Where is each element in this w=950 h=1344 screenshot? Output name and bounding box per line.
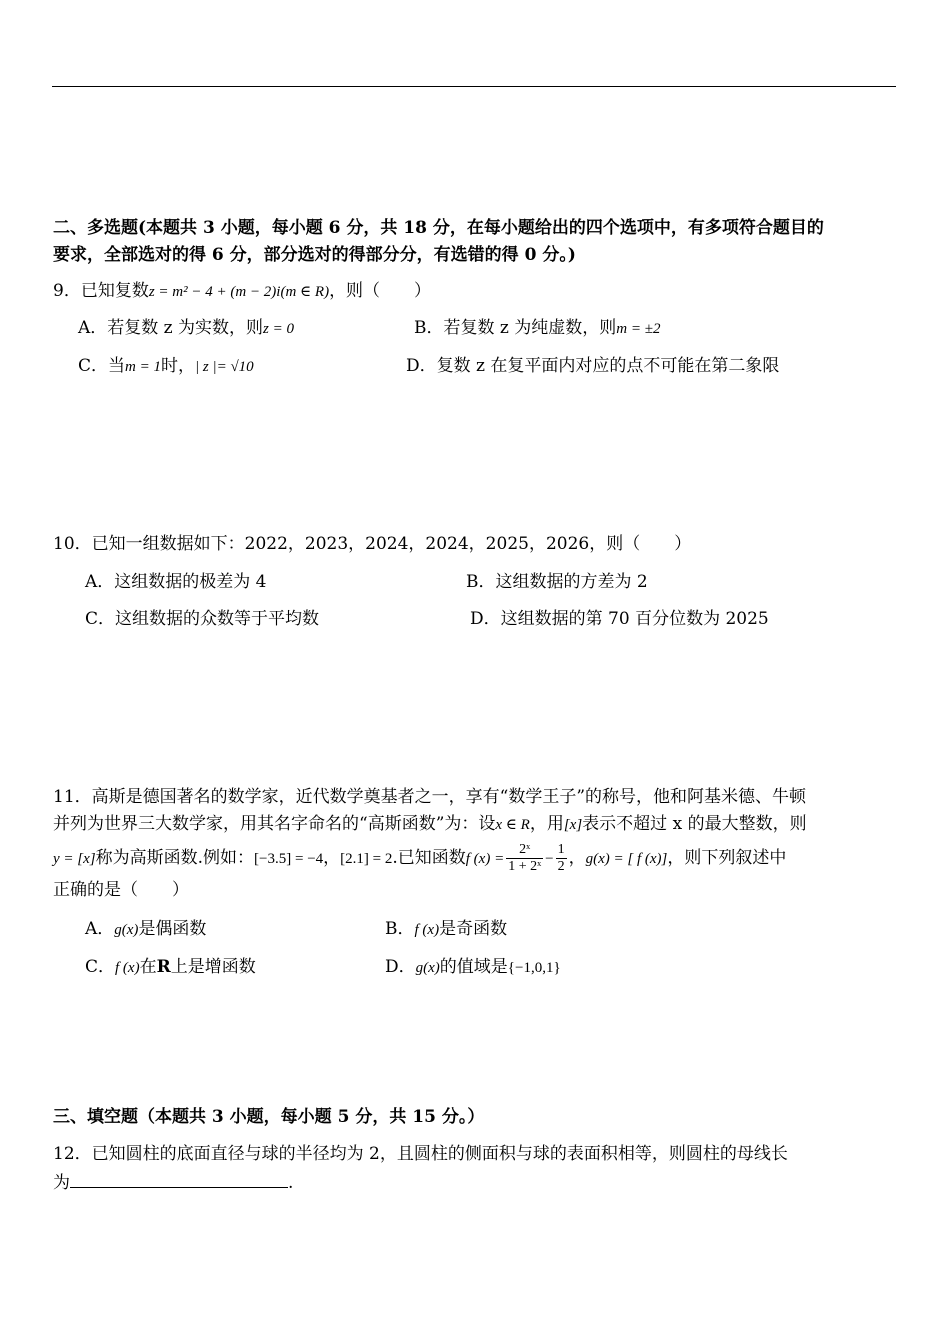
q11-a-formula: g(x) bbox=[114, 922, 139, 938]
section2-header-line1 bbox=[53, 216, 824, 240]
section2-title: 二、多选题 bbox=[53, 218, 138, 238]
q9-d-label: D．复数 bbox=[406, 356, 471, 376]
q11-line2-c: 表示不超过 x 的最大整数，则 bbox=[582, 814, 807, 834]
q11-line3-d: ， bbox=[568, 848, 586, 868]
section3-title: 三、填空题（本题共 3 小题，每小题 5 分，共 15 分。） bbox=[53, 1107, 485, 1127]
q12-line1: 12．已知圆柱的底面直径与球的半径均为 2，且圆柱的侧面积与球的表面积相等，则圆柱的母线长 bbox=[53, 1144, 788, 1164]
q11-fraction-2 bbox=[556, 842, 567, 875]
q9-a-label: A．若复数 bbox=[78, 318, 159, 338]
q11-c-r: R bbox=[156, 957, 171, 977]
q11-b-label: B． bbox=[385, 919, 415, 939]
q11-line1: 11．高斯是德国著名的数学家，近代数学奠基者之一，享有“数学王子”的称号，他和阿基米德、牛顿 bbox=[53, 787, 807, 807]
q11-d-set: {−1,0,1} bbox=[507, 960, 561, 976]
q9-c-formula2: | z |= √10 bbox=[194, 359, 254, 375]
q11-d-label: D． bbox=[385, 957, 416, 977]
q11-line3-formula2: [−3.5] = −4 bbox=[254, 851, 324, 867]
q9-tail: ，则（ ） bbox=[329, 281, 432, 301]
q9-b-formula: m = ±2 bbox=[616, 321, 661, 337]
q11-frac2-den: 2 bbox=[557, 859, 565, 874]
q9-d-text: z 在复平面内对应的点不可能在第二象限 bbox=[470, 356, 780, 376]
q11-c-text2: 上是增函数 bbox=[170, 957, 256, 977]
q9-c-text: 时， bbox=[160, 356, 195, 376]
q11-line3-formula5: g(x) = [ f (x)] bbox=[585, 851, 668, 867]
q9-option-b[interactable] bbox=[414, 316, 660, 341]
q11-line2-b: ，用 bbox=[529, 814, 564, 834]
q11-b-text: 是奇函数 bbox=[439, 919, 508, 939]
q11-line3-a: 称为高斯函数.例如： bbox=[95, 848, 255, 868]
q11-fraction-1 bbox=[506, 842, 543, 875]
q9-a-text: z 为实数，则 bbox=[158, 318, 264, 338]
q9-b-text: z 为纯虚数，则 bbox=[494, 318, 617, 338]
q11-line2-a: 并列为世界三大数学家，用其名字命名的“高斯函数”为：设 bbox=[53, 814, 496, 834]
q11-a-label: A． bbox=[85, 919, 115, 939]
q11-line3-formula1: y = [x] bbox=[53, 851, 96, 867]
q11-a-text: 是偶函数 bbox=[138, 919, 207, 939]
section2-desc-line2: 要求，全部选对的得 6 分，部分选对的得部分分，有选错的得 0 分。) bbox=[53, 245, 576, 265]
q11-d-text: 的值域是 bbox=[439, 957, 508, 977]
q9-b-label: B．若复数 bbox=[414, 318, 495, 338]
q11-option-c[interactable] bbox=[85, 955, 256, 980]
q12-end: . bbox=[288, 1173, 294, 1193]
q10-option-b[interactable]: B．这组数据的方差为 2 bbox=[466, 572, 648, 592]
q9-formula: z = m² − 4 + (m − 2)i(m ∈ R) bbox=[148, 284, 330, 300]
q10-option-a[interactable]: A．这组数据的极差为 4 bbox=[85, 572, 267, 592]
q11-line3-formula3: [2.1] = 2 bbox=[340, 851, 393, 867]
q9-stem bbox=[53, 279, 431, 304]
section2-desc-line1: (本题共 3 小题，每小题 6 分，共 18 分，在每小题给出的四个选项中，有多项符合题目的 bbox=[138, 218, 824, 238]
q11-c-label: C． bbox=[85, 957, 116, 977]
q9-c-label: C．当 bbox=[78, 356, 126, 376]
q11-frac1-den: 1 + 2ˣ bbox=[508, 859, 542, 874]
q11-line3 bbox=[53, 838, 786, 879]
q11-minus: − bbox=[545, 851, 554, 867]
q11-frac2-num: 1 bbox=[557, 842, 565, 857]
q12-line2-text: 为 bbox=[53, 1173, 70, 1193]
q12-line2 bbox=[53, 1169, 293, 1195]
q9-option-a[interactable] bbox=[78, 316, 294, 341]
q9-num: 9．已知复数 bbox=[53, 281, 149, 301]
q9-a-formula: z = 0 bbox=[263, 321, 295, 337]
q9-option-c[interactable] bbox=[78, 354, 254, 379]
q9-option-d[interactable] bbox=[406, 354, 779, 378]
q11-c-text1: 在 bbox=[139, 957, 157, 977]
q10-option-c[interactable]: C．这组数据的众数等于平均数 bbox=[85, 609, 320, 629]
q11-c-formula: f (x) bbox=[115, 960, 140, 976]
q10-option-d[interactable]: D．这组数据的第 70 百分位数为 2025 bbox=[470, 609, 769, 629]
q11-option-a[interactable] bbox=[85, 917, 206, 942]
q11-line2-formula1: x ∈ R bbox=[495, 817, 530, 833]
q11-line4: 正确的是（ ） bbox=[53, 880, 189, 900]
q11-line3-c: .已知函数 bbox=[392, 848, 466, 868]
q11-frac1-num: 2ˣ bbox=[506, 842, 543, 859]
q11-option-b[interactable] bbox=[385, 917, 507, 942]
header-rule bbox=[52, 86, 896, 87]
q11-d-formula: g(x) bbox=[415, 960, 440, 976]
q11-line2 bbox=[53, 812, 807, 837]
q11-line3-formula4: f (x) = bbox=[465, 851, 505, 867]
q11-option-d[interactable] bbox=[385, 955, 561, 980]
q9-c-formula1: m = 1 bbox=[125, 359, 161, 375]
q11-b-formula: f (x) bbox=[414, 922, 440, 938]
q11-line3-b: ， bbox=[323, 848, 341, 868]
q11-line3-e: ，则下列叙述中 bbox=[667, 848, 787, 868]
q10-stem: 10．已知一组数据如下：2022，2023，2024，2024，2025，2026，则（ ） bbox=[53, 534, 692, 554]
q11-line2-formula2: [x] bbox=[563, 817, 583, 833]
q12-answer-blank[interactable] bbox=[70, 1169, 288, 1188]
